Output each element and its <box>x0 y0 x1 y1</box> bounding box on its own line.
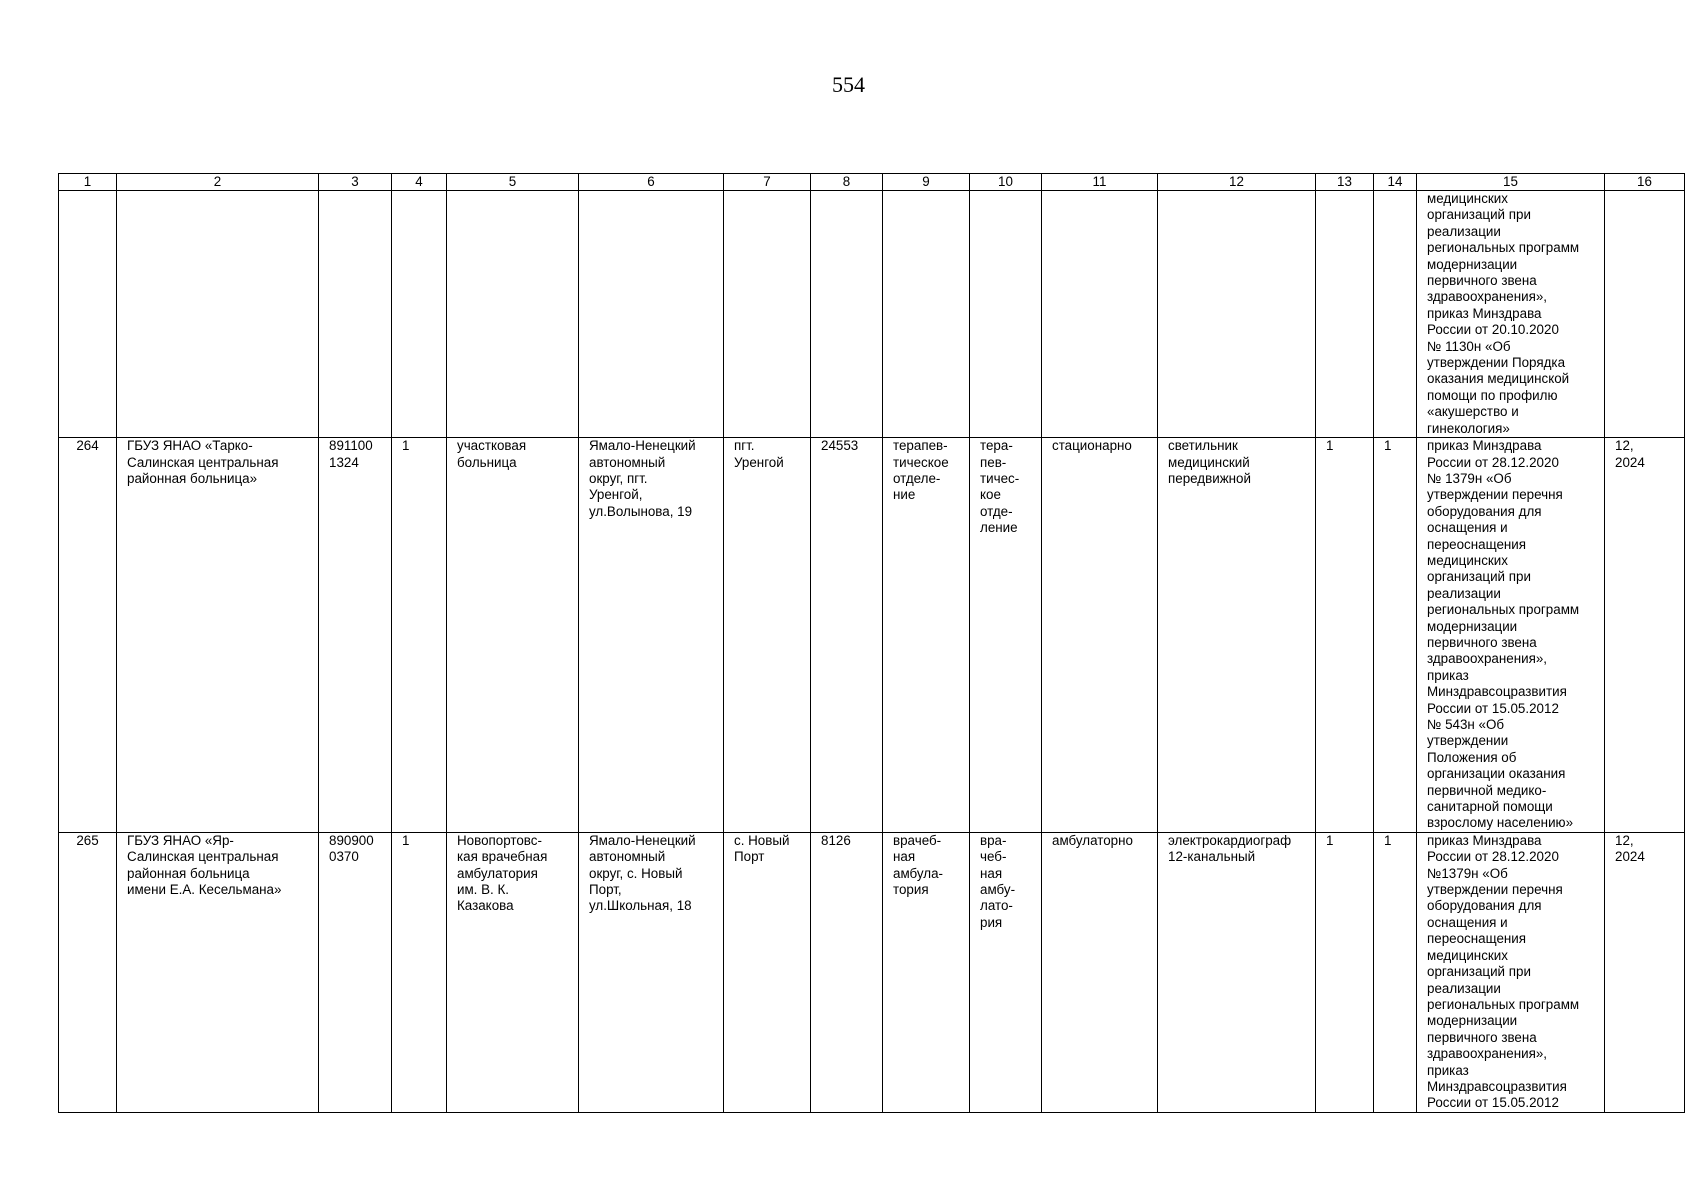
table-cell <box>1042 191 1158 438</box>
table-cell: 12, 2024 <box>1605 832 1685 1112</box>
column-header: 11 <box>1042 174 1158 191</box>
header-row <box>59 174 1685 191</box>
table-cell: 265 <box>59 832 117 1112</box>
table-cell <box>1316 191 1374 438</box>
table-cell: медицинских организаций при реализации региональных программ модернизации первичного звена здравоохранения», приказ Минздрава России от 20.10.2020 № 1130н «Об утверждении Порядка оказания медицинской помощи по профилю «акушерство и гинекология» <box>1417 191 1605 438</box>
table-cell: 890900 0370 <box>319 832 392 1112</box>
table-cell: 12, 2024 <box>1605 438 1685 833</box>
table-cell: амбулаторно <box>1042 832 1158 1112</box>
table-cell <box>579 191 724 438</box>
table-row <box>59 832 1685 1112</box>
table-cell: 1 <box>392 438 447 833</box>
column-header: 7 <box>724 174 811 191</box>
column-header: 3 <box>319 174 392 191</box>
table-cell <box>811 191 883 438</box>
table-cell: Ямало-Ненецкий автономный округ, с. Новый Порт, ул.Школьная, 18 <box>579 832 724 1112</box>
table-cell: приказ Минздрава России от 28.12.2020 №1379н «Об утверждении перечня оборудования для оснащения и переоснащения медицинских организаций при реализации региональных программ модернизации первичного звена здравоохранения», приказ Минздравсоцразвития России от 15.05.2012 <box>1417 832 1605 1112</box>
column-header: 5 <box>447 174 579 191</box>
column-header: 6 <box>579 174 724 191</box>
column-header: 4 <box>392 174 447 191</box>
table-cell: участковая больница <box>447 438 579 833</box>
table-cell: 1 <box>1374 438 1417 833</box>
table-cell: стационарно <box>1042 438 1158 833</box>
table-cell: вра- чеб- ная амбу- лато- рия <box>970 832 1042 1112</box>
column-header: 8 <box>811 174 883 191</box>
page-number: 554 <box>832 72 865 97</box>
table-cell <box>883 191 970 438</box>
table-cell: приказ Минздрава России от 28.12.2020 № 1379н «Об утверждении перечня оборудования для оснащения и переоснащения медицинских организаций при реализации региональных программ модернизации первичного звена здравоохранения», приказ Минздравсоцразвития России от 15.05.2012 № 543н «Об утверждении Положения об организации оказания первичной медико- санитарной помощи взрослому населению» <box>1417 438 1605 833</box>
table-cell: 891100 1324 <box>319 438 392 833</box>
table-cell: ГБУЗ ЯНАО «Яр- Салинская центральная районная больница имени Е.А. Кесельмана» <box>117 832 319 1112</box>
table-cell: светильник медицинский передвижной <box>1158 438 1316 833</box>
table-cell: 24553 <box>811 438 883 833</box>
equipment-table <box>58 173 1685 1113</box>
table-cell: с. Новый Порт <box>724 832 811 1112</box>
table-cell <box>970 191 1042 438</box>
column-header: 1 <box>59 174 117 191</box>
column-header: 9 <box>883 174 970 191</box>
column-header: 16 <box>1605 174 1685 191</box>
table-cell: Ямало-Ненецкий автономный округ, пгт. Уренгой, ул.Волынова, 19 <box>579 438 724 833</box>
table-cell <box>1605 191 1685 438</box>
table-cell: тера- пев- тичес- кое отде- ление <box>970 438 1042 833</box>
table-cell <box>1374 191 1417 438</box>
table-cell: Новопортовс- кая врачебная амбулатория им. В. К. Казакова <box>447 832 579 1112</box>
table-row <box>59 191 1685 438</box>
table-cell: 8126 <box>811 832 883 1112</box>
table-cell: 1 <box>1374 832 1417 1112</box>
table-cell: 1 <box>1316 438 1374 833</box>
column-header: 2 <box>117 174 319 191</box>
table-cell: терапев- тическое отделе- ние <box>883 438 970 833</box>
table-cell: врачеб- ная амбула- тория <box>883 832 970 1112</box>
table-cell: ГБУЗ ЯНАО «Тарко- Салинская центральная районная больница» <box>117 438 319 833</box>
column-header: 12 <box>1158 174 1316 191</box>
table-cell <box>1158 191 1316 438</box>
column-header: 15 <box>1417 174 1605 191</box>
table-cell <box>117 191 319 438</box>
table-cell: 1 <box>392 832 447 1112</box>
column-header: 10 <box>970 174 1042 191</box>
table-cell: пгт. Уренгой <box>724 438 811 833</box>
table-cell <box>392 191 447 438</box>
table-cell: 1 <box>1316 832 1374 1112</box>
table-cell <box>59 191 117 438</box>
table-cell <box>724 191 811 438</box>
column-header: 13 <box>1316 174 1374 191</box>
table-cell <box>319 191 392 438</box>
table-row <box>59 438 1685 833</box>
column-header: 14 <box>1374 174 1417 191</box>
table-cell: 264 <box>59 438 117 833</box>
table-cell: электрокардиограф 12-канальный <box>1158 832 1316 1112</box>
table-cell <box>447 191 579 438</box>
